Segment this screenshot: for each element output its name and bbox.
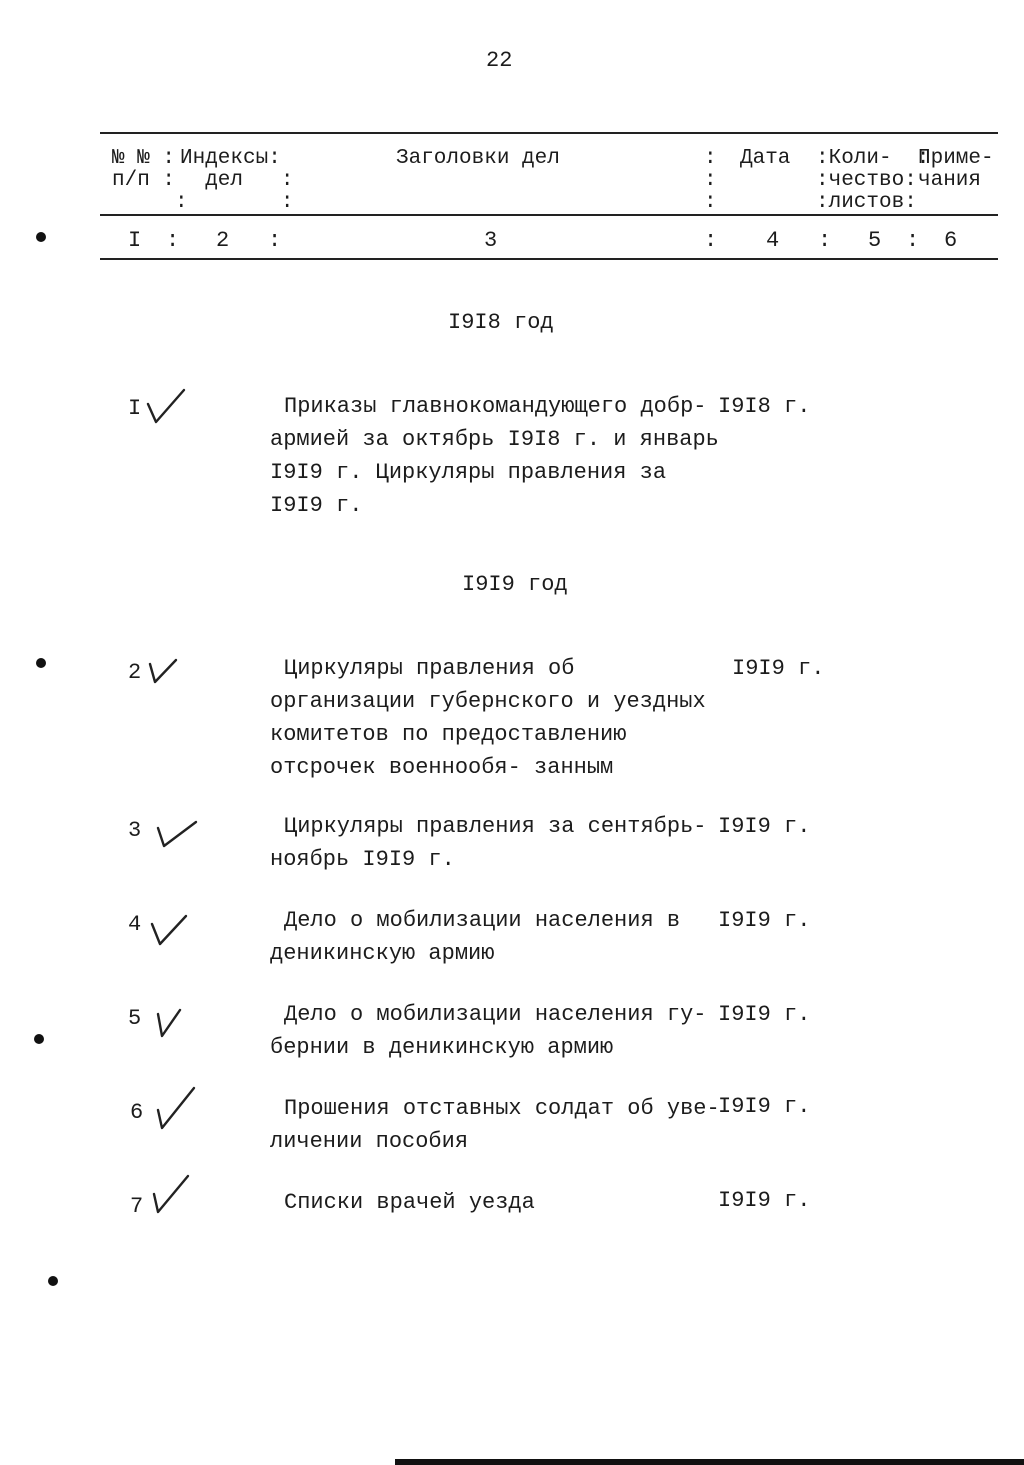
col-number-5: 5: [868, 228, 882, 253]
year-heading-1919: I9I9 год: [462, 572, 568, 597]
entry-number: I: [128, 396, 142, 421]
entry-title: Приказы главнокомандующего добр- армией за октябрь I9I8 г. и январь I9I9 г. Циркуляры правления за I9I9 г.: [270, 394, 719, 518]
checkmark-icon: [154, 1084, 198, 1134]
checkmark-icon: [154, 1006, 184, 1040]
entry-number: 7: [130, 1194, 144, 1219]
year-heading-1918: I9I8 год: [448, 310, 554, 335]
header-col-number: № № : п/п : :: [112, 147, 188, 214]
entry-number: 3: [128, 818, 142, 843]
entry-date: I9I9 г.: [718, 814, 811, 839]
entry-date: I9I9 г.: [718, 1094, 811, 1119]
header-col-index: Индексы: дел : :: [180, 147, 294, 214]
header-col-count: :Коли- : :чество: :листов:: [816, 147, 930, 214]
header-col-separator: : : :: [704, 147, 717, 214]
col-number-sep: :: [166, 228, 180, 253]
checkmark-icon: [144, 386, 188, 428]
header-col-date: Дата: [740, 147, 791, 170]
entry-date: I9I9 г.: [732, 656, 825, 681]
punch-hole-dot: [48, 1276, 58, 1286]
entry-number: 4: [128, 912, 142, 937]
entry-date: I9I9 г.: [718, 1002, 811, 1027]
col-number-sep: :: [268, 228, 282, 253]
checkmark-icon: [154, 818, 200, 850]
page-number: 22: [486, 48, 513, 73]
punch-hole-dot: [34, 1034, 44, 1044]
entry-title: Списки врачей уезда: [284, 1190, 535, 1215]
entry-title: Прошения отставных солдат об уве- личении пособия: [270, 1096, 720, 1154]
punch-hole-dot: [36, 658, 46, 668]
punch-hole-dot: [36, 232, 46, 242]
entry-number: 2: [128, 660, 142, 685]
scan-edge-line: [395, 1459, 1024, 1465]
header-col-notes: Приме- чания: [918, 147, 994, 192]
checkmark-icon: [150, 1172, 192, 1218]
entry-number: 5: [128, 1006, 142, 1031]
col-number-3: 3: [484, 228, 498, 253]
header-col-title: Заголовки дел: [396, 147, 560, 170]
col-number-2: 2: [216, 228, 230, 253]
col-number-6: 6: [944, 228, 958, 253]
entry-date: I9I9 г.: [718, 908, 811, 933]
col-number-sep: :: [818, 228, 832, 253]
checkmark-icon: [148, 912, 192, 948]
col-number-sep: :: [906, 228, 920, 253]
header-bottom-rule: [100, 258, 998, 260]
entry-title: Циркуляры правления об организации губернского и уездных комитетов по предоставлению отсрочек военнообя- занным: [270, 656, 706, 780]
col-number-1: I: [128, 228, 142, 253]
col-number-sep: :: [704, 228, 718, 253]
entry-date: I9I8 г.: [718, 394, 811, 419]
col-number-4: 4: [766, 228, 780, 253]
entry-date: I9I9 г.: [718, 1188, 811, 1213]
entry-title: Дело о мобилизации населения в деникинскую армию: [270, 908, 681, 966]
header-middle-rule: [100, 214, 998, 216]
header-top-rule: [100, 132, 998, 134]
entry-title: Дело о мобилизации населения гу- бернии в деникинскую армию: [270, 1002, 707, 1060]
checkmark-icon: [146, 656, 180, 686]
entry-title: Циркуляры правления за сентябрь- ноябрь I9I9 г.: [270, 814, 707, 872]
entry-number: 6: [130, 1100, 144, 1125]
